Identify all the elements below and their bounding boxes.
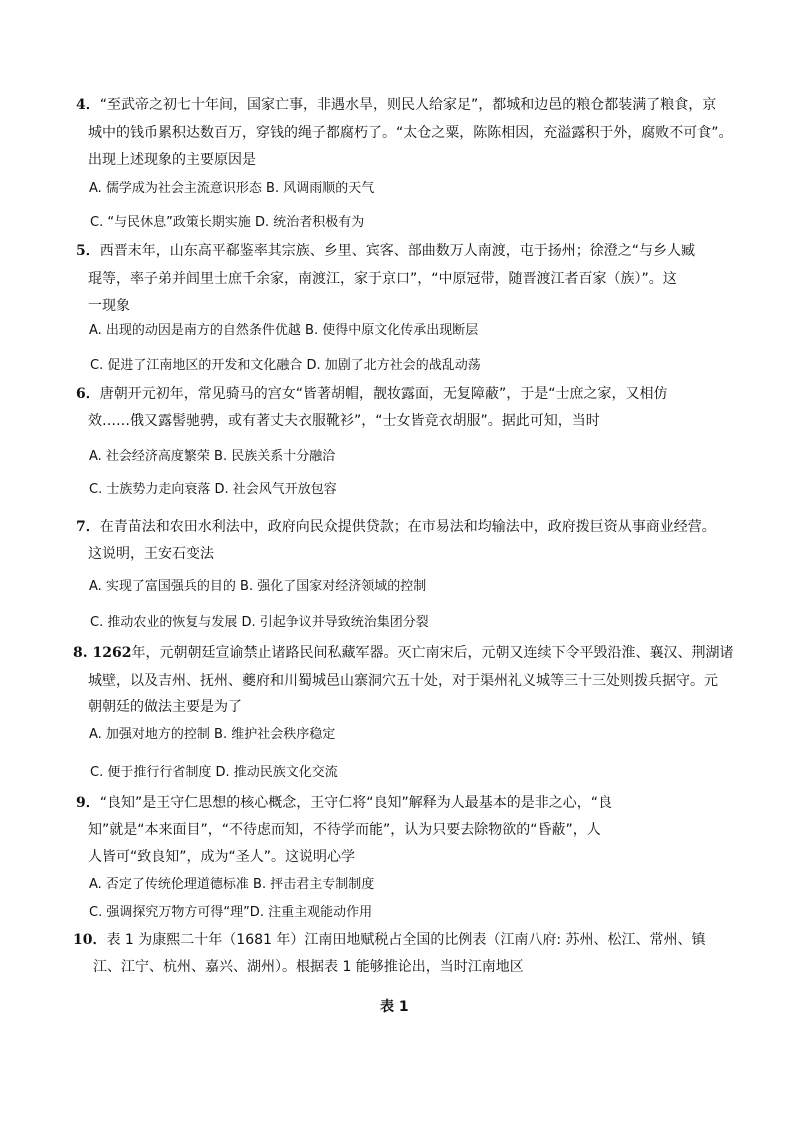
q5-text-line1: 西晋末年，山东高平郗鉴率其宗族、乡里、宾客、部曲数万人南渡，屯于扬州；徐澄之“与乡人臧 bbox=[99, 243, 696, 259]
q8-text-line1: 年，元朝朝廷宣谕禁止诸路民间私藏军器。灭亡南宋后，元朝又连续下令平毁沿淮、襄汉、荆湖诸 bbox=[131, 645, 734, 661]
q4-text-line1: “至武帝之初七十年间，国家亡事，非遇水旱，则民人给家足”，都城和边邑的粮仓都装满了粮食，京 bbox=[99, 97, 717, 113]
q6-stem-line1 bbox=[76, 385, 668, 403]
q6-stem-line2: 效……俄又露髻驰骋，或有著丈夫衣服靴衫”，“士女皆竞衣胡服”。据此可知，当时 bbox=[88, 413, 600, 429]
q9-options-cd: C. 强调探究万物方可得“理”D. 注重主观能动作用 bbox=[89, 905, 373, 920]
q5-options-ab: A. 出现的动因是南方的自然条件优越 B. 使得中原文化传承出现断层 bbox=[89, 323, 479, 338]
q6-options-cd: C. 士族势力走向衰落 D. 社会风气开放包容 bbox=[89, 482, 337, 497]
q10-stem-line1 bbox=[73, 931, 706, 949]
q7-stem-line1 bbox=[76, 518, 716, 536]
q9-text-line1: “良知”是王守仁思想的核心概念，王守仁将“良知”解释为人最基本的是非之心，“良 bbox=[99, 795, 613, 811]
q6-number: 6． bbox=[76, 386, 100, 402]
q4-options-cd: C. “与民休息”政策长期实施 D. 统治者积极有为 bbox=[90, 215, 365, 230]
q8-options-ab: A. 加强对地方的控制 B. 维护社会秩序稳定 bbox=[89, 727, 336, 742]
q7-stem-line2: 这说明，王安石变法 bbox=[88, 546, 214, 562]
q5-number: 5． bbox=[76, 243, 100, 259]
q9-stem-line1 bbox=[76, 794, 612, 812]
q5-options-cd: C. 促进了江南地区的开发和文化融合 D. 加剧了北方社会的战乱动荡 bbox=[90, 358, 481, 373]
q6-text-line1: 唐朝开元初年，常见骑马的宫女“皆著胡帽，靓妆露面，无复障蔽”，于是“士庶之家，又相仿 bbox=[99, 386, 668, 402]
q6-options-ab: A. 社会经济高度繁荣 B. 民族关系十分融洽 bbox=[89, 449, 336, 464]
q9-stem-line2: 知”就是“本来面目”，“不待虑而知，不待学而能”，认为只要去除物欲的“昏蔽”，人 bbox=[88, 822, 601, 838]
q7-options-cd: C. 推动农业的恢复与发展 D. 引起争议并导致统治集团分裂 bbox=[90, 615, 429, 630]
q8-number: 8. 1262 bbox=[73, 645, 132, 661]
q7-text-line1: 在青苗法和农田水利法中，政府向民众提供贷款；在市易法和均输法中，政府拨巨资从事商业经营。 bbox=[99, 519, 716, 535]
q7-options-ab: A. 实现了富国强兵的目的 B. 强化了国家对经济领域的控制 bbox=[89, 579, 427, 594]
q9-options-ab: A. 否定了传统伦理道德标准 B. 抨击君主专制制度 bbox=[89, 877, 375, 892]
q5-stem-line2: 琨等，率子弟并闾里士庶千余家，南渡江，家于京口”，“中原冠带，随晋渡江者百家（族）”。这 bbox=[88, 271, 677, 287]
q10-number: 10． bbox=[73, 932, 107, 948]
q10-stem-line2: 江、江宁、杭州、嘉兴、湖州）。根据表 1 能够推论出，当时江南地区 bbox=[93, 959, 524, 975]
q4-options-ab: A. 儒学成为社会主流意识形态 B. 风调雨顺的天气 bbox=[89, 181, 375, 196]
q9-number: 9． bbox=[76, 795, 100, 811]
q4-stem-line2: 城中的钱币累积达数百万，穿钱的绳子都腐朽了。“太仓之粟，陈陈相因，充溢露积于外，腐败不可食”。 bbox=[88, 125, 733, 141]
q9-stem-line3: 人皆可“致良知”，成为“圣人”。这说明心学 bbox=[88, 849, 356, 865]
q10-text-line1: 表 1 为康熙二十年（1681 年）江南田地赋税占全国的比例表（江南八府: 苏州、松江、常州、镇 bbox=[106, 932, 706, 948]
table-caption: 表 1 bbox=[380, 999, 409, 1015]
q5-stem-line1 bbox=[76, 242, 695, 260]
q8-stem-line1 bbox=[73, 644, 733, 662]
q8-stem-line3: 朝朝廷的做法主要是为了 bbox=[88, 699, 242, 715]
q8-stem-line2: 城壁，以及吉州、抚州、夔府和川蜀城邑山寨洞穴五十处，对于渠州礼义城等三十三处则拨兵据守。元 bbox=[88, 673, 718, 689]
q4-stem-line1 bbox=[76, 96, 716, 114]
q4-number: 4． bbox=[76, 97, 100, 113]
q4-stem-line3: 出现上述现象的主要原因是 bbox=[88, 152, 256, 168]
q7-number: 7． bbox=[76, 519, 100, 535]
q5-stem-line3: 一现象 bbox=[88, 298, 130, 314]
q8-options-cd: C. 便于推行行省制度 D. 推动民族文化交流 bbox=[90, 765, 338, 780]
